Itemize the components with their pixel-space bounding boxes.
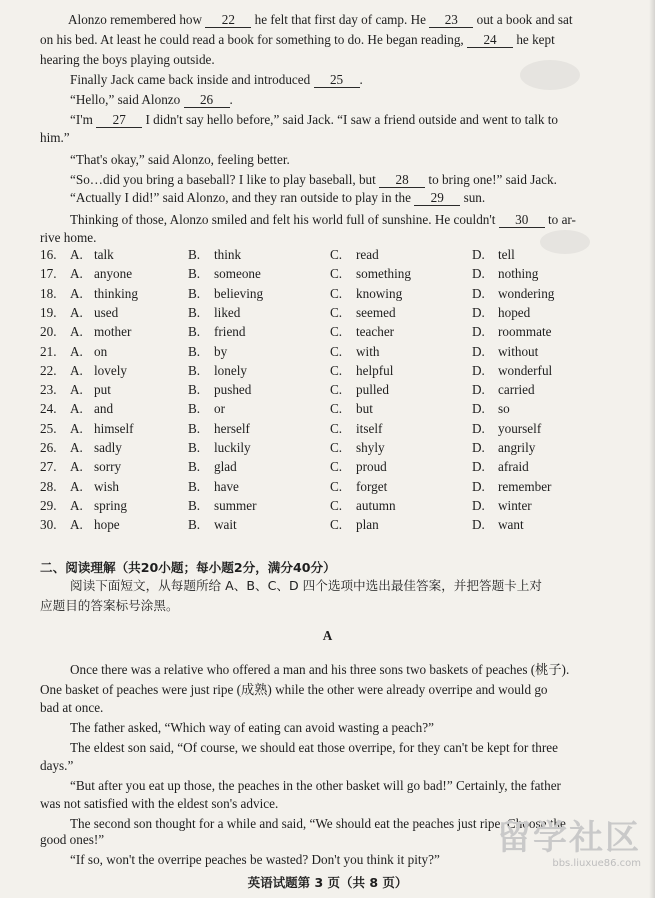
reading-line: “If so, won't the overripe peaches be wasted? Don't you think it pity?” (70, 852, 440, 867)
passage-line: Finally Jack came back inside and introduced 25 . (70, 72, 363, 87)
passage-line: “So…did you bring a baseball? I like to play baseball, but 28 to bring one!” said Jack. (70, 172, 557, 187)
section-heading: 二、阅读理解（共20小题；每小题2分，满分40分） (40, 560, 336, 575)
option-text: liked (214, 304, 241, 320)
option-letter: B. (188, 362, 201, 378)
option-letter: C. (330, 517, 343, 533)
option-text: glad (214, 459, 237, 475)
option-letter: A. (70, 440, 83, 455)
option-b (188, 324, 246, 340)
option-d (472, 324, 551, 340)
option-d (472, 401, 510, 417)
option-letter: D. (472, 420, 485, 436)
passage-line: “Hello,” said Alonzo 26 . (70, 92, 233, 107)
option-text: summer (214, 497, 257, 513)
option-letter: A. (70, 401, 83, 417)
question-number: 21. (40, 343, 57, 359)
reading-line: days.” (40, 758, 74, 773)
option-letter: A. (70, 285, 83, 301)
passage-line: on his bed. At least he could read a book for something to do. He began reading, 24 he kept (40, 32, 555, 47)
option-text: winter (498, 497, 532, 513)
option-a (70, 421, 134, 437)
question-number: 17. (40, 266, 57, 282)
scan-smudge (520, 60, 580, 90)
option-text: roommate (498, 324, 552, 340)
option-b (188, 266, 261, 282)
reading-line: The father asked, “Which way of eating can avoid wasting a peach?” (70, 720, 434, 735)
blank-22: 22 (205, 13, 251, 28)
option-text: yourself (498, 420, 542, 436)
section-instruction: 应题目的答案标号涂黑。 (40, 598, 179, 613)
option-letter: B. (188, 459, 201, 475)
blank-24: 24 (467, 33, 513, 48)
reading-line: “But after you eat up those, the peaches in the other basket will go bad!” Certainly, the father (70, 778, 561, 793)
option-letter: D. (472, 382, 485, 398)
blank-30: 30 (499, 213, 545, 228)
option-text: but (356, 401, 373, 417)
option-b (188, 459, 237, 475)
page-edge-shadow (649, 0, 655, 898)
option-letter: C. (330, 362, 343, 378)
option-letter: C. (330, 401, 343, 417)
option-text: put (94, 382, 111, 398)
option-d (472, 517, 524, 533)
option-text: want (498, 517, 524, 533)
reading-line: The second son thought for a while and said, “We should eat the peaches just ripe. Choose the (70, 816, 566, 831)
option-c (330, 401, 373, 417)
blank-25: 25 (314, 73, 360, 88)
option-d (472, 498, 532, 514)
option-a (70, 266, 132, 282)
option-text: sadly (94, 440, 122, 455)
option-letter: D. (472, 440, 485, 455)
option-text: or (214, 401, 225, 417)
option-c (330, 421, 382, 437)
option-text: pushed (214, 382, 252, 398)
option-letter: A. (70, 382, 83, 398)
option-d (472, 305, 530, 321)
option-letter: A. (70, 497, 83, 513)
passage-label: A (322, 628, 333, 643)
passage-line: “Actually I did!” said Alonzo, and they ran outside to play in the 29 sun. (70, 190, 486, 205)
option-letter: C. (330, 440, 343, 455)
question-number: 25. (40, 420, 57, 436)
option-a (70, 479, 119, 495)
scan-smudge (540, 230, 590, 254)
option-text: wondering (498, 285, 555, 301)
option-letter: B. (188, 420, 201, 436)
option-text: hoped (498, 304, 531, 320)
option-a (70, 459, 121, 475)
option-c (330, 324, 394, 340)
option-text: nothing (498, 266, 539, 282)
option-b (188, 421, 250, 437)
question-number: 27. (40, 459, 57, 475)
option-text: proud (356, 459, 387, 475)
option-a (70, 363, 127, 379)
option-letter: A. (70, 478, 83, 494)
option-text: something (356, 266, 411, 282)
option-a (70, 498, 127, 514)
option-text: shyly (356, 440, 385, 455)
option-d (472, 247, 515, 263)
option-c (330, 459, 387, 475)
option-c (330, 286, 402, 302)
option-text: helpful (356, 362, 394, 378)
option-b (188, 401, 225, 417)
option-letter: B. (188, 497, 201, 513)
option-a (70, 401, 113, 417)
option-letter: D. (472, 266, 485, 282)
option-d (472, 421, 541, 437)
option-letter: C. (330, 497, 343, 513)
watermark-logo: 留学社区 bbs.liuxue86.com (497, 818, 641, 869)
question-number: 16. (40, 247, 57, 262)
reading-line: bad at once. (40, 700, 104, 715)
section-instruction: 阅读下面短文，从每题所给 A、B、C、D 四个选项中选出最佳答案，并把答题卡上对 (70, 578, 542, 593)
option-letter: B. (188, 382, 201, 398)
option-a (70, 344, 107, 360)
option-text: himself (94, 420, 134, 436)
option-b (188, 440, 251, 456)
option-text: friend (214, 324, 246, 340)
passage-line: rive home. (40, 230, 97, 245)
reading-line: good ones!” (40, 832, 105, 847)
option-letter: C. (330, 459, 343, 475)
option-a (70, 517, 120, 533)
option-c (330, 266, 411, 282)
option-letter: C. (330, 247, 343, 262)
option-b (188, 305, 240, 321)
option-letter: C. (330, 420, 343, 436)
option-b (188, 344, 227, 360)
reading-line: The eldest son said, “Of course, we should eat those overripe, for they can't be kept for three (70, 740, 558, 755)
option-letter: A. (70, 324, 83, 340)
option-d (472, 382, 535, 398)
option-b (188, 286, 263, 302)
option-letter: D. (472, 247, 485, 262)
option-text: knowing (356, 285, 403, 301)
blank-28: 28 (379, 173, 425, 188)
option-text: by (214, 343, 228, 359)
option-letter: D. (472, 343, 485, 359)
option-text: wait (214, 517, 237, 533)
option-a (70, 324, 131, 340)
option-text: autumn (356, 497, 396, 513)
option-text: wonderful (498, 362, 553, 378)
question-number: 28. (40, 478, 57, 494)
option-text: used (94, 304, 119, 320)
question-number: 20. (40, 324, 57, 340)
option-b (188, 498, 257, 514)
option-d (472, 459, 529, 475)
reading-line: Once there was a relative who offered a man and his three sons two baskets of peaches (桃子). (70, 662, 570, 677)
option-letter: C. (330, 266, 343, 282)
option-b (188, 382, 251, 398)
option-text: tell (498, 247, 515, 262)
option-d (472, 440, 535, 456)
option-text: lonely (214, 362, 247, 378)
option-letter: A. (70, 362, 83, 378)
option-b (188, 517, 237, 533)
option-letter: B. (188, 304, 201, 320)
option-b (188, 363, 247, 379)
option-text: with (356, 343, 380, 359)
option-text: spring (94, 497, 127, 513)
option-text: have (214, 478, 239, 494)
question-number: 30. (40, 517, 57, 533)
option-c (330, 247, 379, 263)
option-letter: C. (330, 285, 343, 301)
blank-27: 27 (96, 113, 142, 128)
option-text: wish (94, 478, 119, 494)
option-text: without (498, 343, 539, 359)
option-text: read (356, 247, 379, 262)
blank-29: 29 (414, 191, 460, 206)
option-letter: C. (330, 478, 343, 494)
option-letter: A. (70, 266, 83, 282)
option-text: pulled (356, 382, 389, 398)
option-letter: D. (472, 517, 485, 533)
option-d (472, 479, 551, 495)
option-letter: B. (188, 343, 201, 359)
option-c (330, 382, 389, 398)
option-b (188, 247, 241, 263)
option-letter: C. (330, 382, 343, 398)
option-letter: B. (188, 478, 201, 494)
option-text: so (498, 401, 510, 417)
option-d (472, 363, 552, 379)
passage-line: “I'm 27 I didn't say hello before,” said Jack. “I saw a friend outside and went to talk to (70, 112, 559, 127)
passage-line: hearing the boys playing outside. (40, 52, 215, 67)
passage-line: Thinking of those, Alonzo smiled and felt his world full of sunshine. He couldn't 30 to ar- (70, 212, 576, 227)
page-footer: 英语试题第 3 页（共 8 页） (247, 875, 408, 890)
option-letter: B. (188, 266, 201, 282)
option-text: talk (94, 247, 114, 262)
option-text: itself (356, 420, 383, 436)
option-c (330, 440, 385, 456)
blank-23: 23 (429, 13, 473, 28)
option-letter: D. (472, 324, 485, 340)
option-a (70, 440, 122, 456)
option-a (70, 286, 138, 302)
option-text: forget (356, 478, 388, 494)
option-c (330, 479, 387, 495)
option-c (330, 305, 396, 321)
option-a (70, 305, 118, 321)
option-text: herself (214, 420, 250, 436)
option-d (472, 286, 554, 302)
option-letter: C. (330, 343, 343, 359)
option-a (70, 382, 111, 398)
option-c (330, 498, 396, 514)
option-c (330, 517, 379, 533)
option-c (330, 363, 393, 379)
option-letter: A. (70, 420, 83, 436)
question-number: 22. (40, 362, 57, 378)
option-text: and (94, 401, 114, 417)
question-number: 26. (40, 440, 57, 455)
option-text: lovely (94, 362, 127, 378)
option-d (472, 266, 538, 282)
option-letter: A. (70, 343, 83, 359)
option-letter: D. (472, 362, 485, 378)
option-letter: B. (188, 247, 201, 262)
option-letter: A. (70, 459, 83, 475)
option-text: teacher (356, 324, 395, 340)
option-text: seemed (356, 304, 396, 320)
passage-line: Alonzo remembered how 22 he felt that first day of camp. He 23 out a book and sat (68, 12, 573, 27)
option-letter: B. (188, 517, 201, 533)
option-letter: B. (188, 285, 201, 301)
question-number: 23. (40, 382, 57, 398)
option-text: sorry (94, 459, 122, 475)
passage-line: him.” (40, 130, 70, 145)
option-b (188, 479, 239, 495)
option-letter: C. (330, 304, 343, 320)
question-number: 18. (40, 285, 57, 301)
option-text: afraid (498, 459, 529, 475)
option-letter: A. (70, 247, 83, 262)
option-text: angrily (498, 440, 536, 455)
option-letter: A. (70, 304, 83, 320)
option-text: remember (498, 478, 552, 494)
reading-line: was not satisfied with the eldest son's advice. (40, 796, 279, 811)
option-letter: A. (70, 517, 83, 533)
option-letter: D. (472, 401, 485, 417)
passage-line: “That's okay,” said Alonzo, feeling better. (70, 152, 290, 167)
option-d (472, 344, 538, 360)
option-letter: D. (472, 478, 485, 494)
question-number: 29. (40, 497, 57, 513)
option-text: think (214, 247, 242, 262)
option-text: someone (214, 266, 261, 282)
reading-line: One basket of peaches were just ripe (成熟) while the other were already overripe and would go (40, 682, 548, 697)
option-text: thinking (94, 285, 138, 301)
option-a (70, 247, 114, 263)
option-text: plan (356, 517, 379, 533)
option-letter: B. (188, 401, 201, 417)
option-text: carried (498, 382, 535, 398)
blank-26: 26 (184, 93, 230, 108)
option-letter: C. (330, 324, 343, 340)
question-number: 24. (40, 401, 57, 417)
option-c (330, 344, 379, 360)
option-text: believing (214, 285, 264, 301)
option-letter: D. (472, 304, 485, 320)
option-text: luckily (214, 440, 251, 455)
option-letter: D. (472, 285, 485, 301)
option-text: on (94, 343, 108, 359)
option-letter: B. (188, 440, 201, 455)
option-text: mother (94, 324, 132, 340)
option-letter: D. (472, 459, 485, 475)
option-letter: D. (472, 497, 485, 513)
option-text: anyone (94, 266, 133, 282)
option-letter: B. (188, 324, 201, 340)
question-number: 19. (40, 304, 57, 320)
option-text: hope (94, 517, 120, 533)
